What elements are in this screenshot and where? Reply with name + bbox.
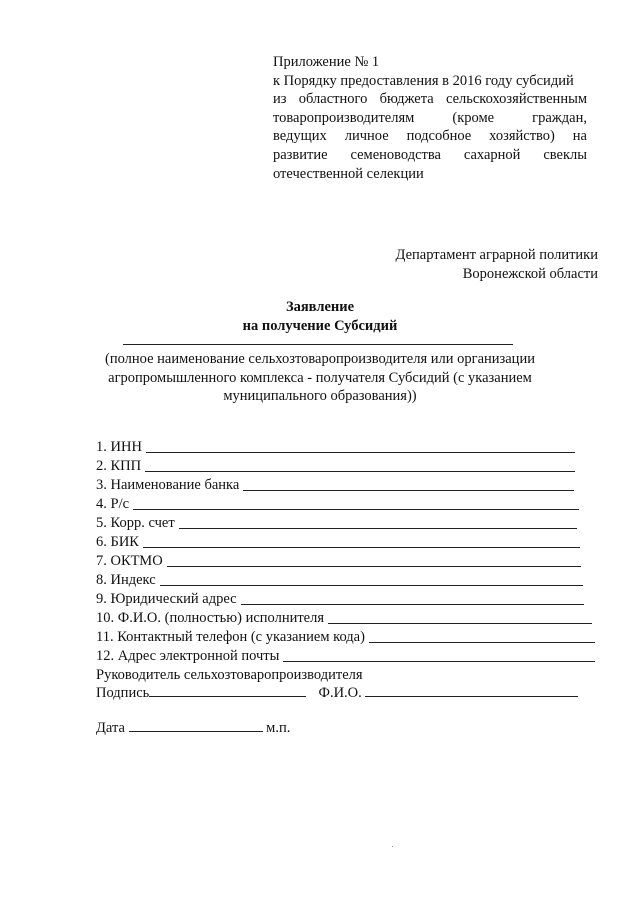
appendix-line: товаропроизводителям (кроме граждан, xyxy=(273,109,587,126)
title-line: Заявление xyxy=(285,299,355,315)
field-label: 11. Контактный телефон (с указанием кода) xyxy=(96,629,365,645)
field-label: 1. ИНН xyxy=(96,439,142,455)
field-label: 4. Р/с xyxy=(96,496,130,512)
field-label: 9. Юридический адрес xyxy=(96,591,237,607)
field-email xyxy=(96,646,595,665)
document-title xyxy=(0,298,640,335)
addressee xyxy=(396,246,598,283)
addressee-line: Воронежской области xyxy=(462,265,598,282)
field-blank[interactable] xyxy=(241,604,584,605)
field-blank[interactable] xyxy=(145,471,575,472)
fio-label: Ф.И.О. xyxy=(318,685,362,701)
field-blank[interactable] xyxy=(160,585,583,586)
field-label: 2. КПП xyxy=(96,458,142,474)
signature-row xyxy=(96,684,578,703)
field-corr-account xyxy=(96,513,577,532)
field-label: 10. Ф.И.О. (полностью) исполнителя xyxy=(96,610,325,626)
appendix-line: отечественной селекции xyxy=(273,165,424,182)
field-blank[interactable] xyxy=(369,642,595,643)
field-label: 7. ОКТМО xyxy=(96,553,163,569)
field-executor-fio xyxy=(96,608,592,627)
field-blank[interactable] xyxy=(243,490,574,491)
field-label: 3. Наименование банка xyxy=(96,477,240,493)
addressee-line: Департамент аграрной политики xyxy=(395,247,598,263)
field-label: 5. Корр. счет xyxy=(96,515,175,531)
field-bank-name xyxy=(96,475,574,494)
appendix-line: к Порядку предоставления в 2016 году субсидий xyxy=(273,72,574,89)
scan-speck xyxy=(392,846,393,847)
field-label: 12. Адрес электронной почты xyxy=(96,648,280,664)
field-blank[interactable] xyxy=(133,509,579,510)
sign-label: Подпись xyxy=(96,685,150,701)
field-blank[interactable] xyxy=(143,547,580,548)
applicant-hint xyxy=(60,350,580,406)
field-phone xyxy=(96,627,595,646)
field-oktmo xyxy=(96,551,581,570)
appendix-line: из областного бюджета сельскохозяйственным xyxy=(273,91,587,108)
appendix-line: Приложение № 1 xyxy=(273,54,380,70)
field-index xyxy=(96,570,583,589)
field-kpp xyxy=(96,456,575,475)
applicant-name-line[interactable] xyxy=(123,344,513,345)
date-label: Дата xyxy=(96,720,125,736)
field-inn xyxy=(96,437,575,456)
fio-blank[interactable] xyxy=(365,684,578,697)
hint-line: (полное наименование сельхозтоваропроизводителя или организации xyxy=(105,351,535,367)
field-blank[interactable] xyxy=(328,623,592,624)
field-blank[interactable] xyxy=(179,528,577,529)
signature-blank[interactable] xyxy=(149,684,306,697)
head-label: Руководитель сельхозтоваропроизводителя xyxy=(96,667,363,683)
appendix-header xyxy=(273,53,587,183)
stamp-label: м.п. xyxy=(266,720,291,736)
field-label: 8. Индекс xyxy=(96,572,156,588)
field-blank[interactable] xyxy=(146,452,575,453)
field-bik xyxy=(96,532,580,551)
appendix-line: развитие семеноводства сахарной свеклы xyxy=(273,146,587,163)
field-blank[interactable] xyxy=(167,566,581,567)
hint-line: муниципального образования)) xyxy=(223,388,417,405)
date-row xyxy=(96,719,290,738)
field-label: 6. БИК xyxy=(96,534,139,550)
field-legal-address xyxy=(96,589,584,608)
date-blank[interactable] xyxy=(129,719,263,732)
appendix-line: ведущих личное подсобное хозяйство) на xyxy=(273,128,587,145)
title-line: на получение Субсидий xyxy=(242,317,398,334)
field-account xyxy=(96,494,579,513)
field-blank[interactable] xyxy=(283,661,595,662)
hint-line: агропромышленного комплекса - получателя Субсидий (с указанием xyxy=(108,369,532,386)
